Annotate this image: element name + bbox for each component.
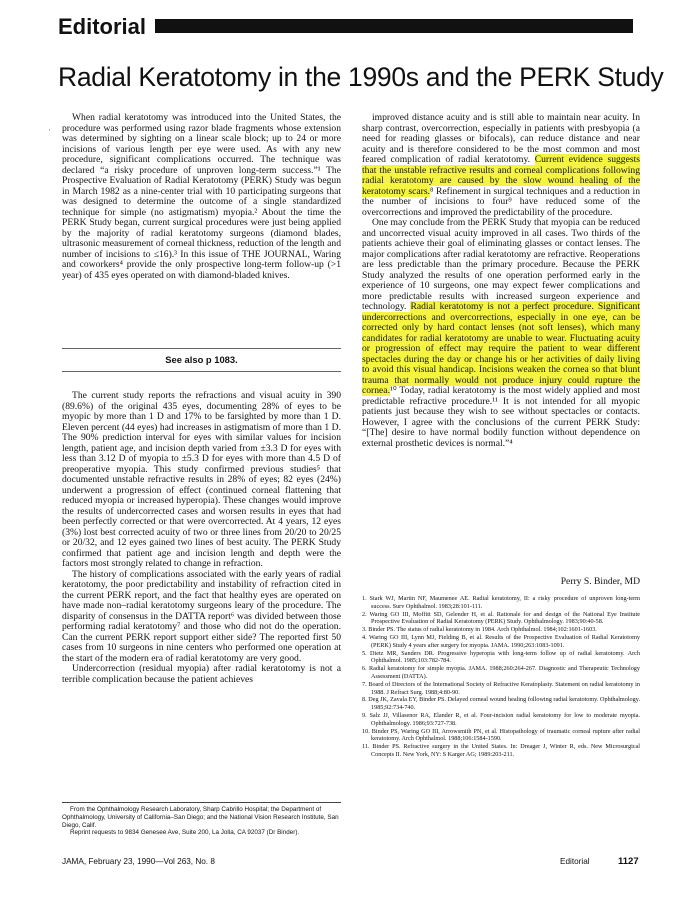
text-run: ⁸ Refinement in surgical techniques and a reduction in the number of incisions to four⁹ have reduced some of the overcorrections and improved the predictability of the procedure. xyxy=(362,185,640,218)
affiliation-line: Reprint requests to 9834 Genesee Ave, Suite 200, La Jolla, CA 92037 (Dr Binder). xyxy=(70,829,300,837)
text-run: Undercorrection (residual myopia) after radial keratotomy is not a terrible complication because the patient achieves xyxy=(62,663,341,685)
reference-item: 3. Binder PS. The status of radial keratotomy in 1984. Arch Ophthalmol. 1984;102:1601-1603. xyxy=(362,626,597,634)
reference-item: 9. Salz JJ, Villasenor RA, Elander R, et al. Four-incision radial keratotomy for low to moderate myopia. Ophthalmology. 1986;93:727-738. xyxy=(362,711,640,727)
paragraph xyxy=(362,218,640,449)
highlighted-text: Radial keratotomy is not a perfect procedure. Significant undercorrections and overcorrections, especially in one eye, can be corrected only by hard contact lenses (not soft lenses), which many candidates for radial keratotomy are unable to wear. Fluctuating acuity or progression of effect may require the patient to wear different spectacles during the day or change his or her activities of daily living to avoid this visual handicap. Incisions weaken the cornea so that blunt trauma that normally would not produce injury could rupture the cornea. xyxy=(362,301,640,396)
paragraph xyxy=(62,570,341,665)
reference-item: 10. Binder PS, Waring GO III, Arrowsmith PN, et al. Histopathology of traumatic corneal rupture after radial keratotomy. Arch Ophthalmol. 1988;106:1584-1590. xyxy=(362,727,640,743)
column-1-body xyxy=(62,391,341,685)
paragraph xyxy=(62,113,341,281)
page-number: 1127 xyxy=(618,856,639,867)
article-title: Radial Keratotomy in the 1990s and the PERK Study xyxy=(58,62,664,92)
reference-item: 11. Binder PS. Refractive surgery in the United States. In: Dreager J, Winter R, eds. New Microsurgical Concepts II. New York, NY: S Karger AG; 1989:203-211. xyxy=(362,743,640,758)
reference-item: 4. Waring GO III, Lynn MJ, Fielding B, et al. Results of the Prospective Evaluation of Radial Keratotomy (PERK) Study 4 years after surgery for myopia. JAMA. 1990;263:1083-1091. xyxy=(362,633,640,649)
reference-list xyxy=(362,595,640,759)
text-run: The history of complications associated with the early years of radial keratotomy, the poor predictability and instability of refraction cited in the current PERK report, and the fact that healthy eyes are operated on have made non–radial keratotomy surgeons leary of the procedure. The disparity of consensus in the DATTA report⁶ was divided between those performing radial keratotomy⁷ and those who did not do the operation. Can the current PERK report support either side? The reported first 50 cases from 10 surgeons in nine centers who performed one operation at the start of the modern era of radial keratotomy are very good. xyxy=(62,568,341,664)
column-2-body xyxy=(362,113,640,449)
text-run: ¹⁰ Today, radial keratotomy is the most widely applied and most predictable refractive procedure.¹¹ It is not intended for all myopic patients just because they wish to see without spectacles or contacts. However, I agree with the conclusions of the current PERK Study: “[The] desire to have normal bodily function without dependence on external prosthetic devices is normal.”⁴ xyxy=(362,385,640,449)
paragraph xyxy=(362,113,640,218)
header-rule-bar xyxy=(155,19,633,33)
reference-item: 2. Waring GO III, Moffitt SD, Gelender H, et al. Rationale for and design of the National Eye Institute Prospective Evaluation of Radial Keratotomy (PERK) Study. Ophthalmology. 1983;90:40-58. xyxy=(362,610,640,626)
reference-item: 5. Dietz MR, Sanders DR. Progressive hyperopia with long-term follow up of radial keratotomy. Arch Ophthalmol. 1985;103:782-784. xyxy=(362,649,640,665)
text-run: improved distance acuity and is still able to maintain near acuity. In sharp contrast, overcorrection, especially in patients with presbyopia (a need for reading glasses or bifocals), can reduce distance and near acuity and is therefore considered to be the most common and most feared complication of radial keratotomy. xyxy=(362,112,640,165)
reference-item: 8. Deg JK, Zavala EY, Binder PS. Delayed corneal wound healing following radial keratotomy. Ophthalmology. 1985;92:734-740. xyxy=(362,696,640,712)
text-run: The current study reports the refractions and visual acuity in 390 (89.6%) of the original 435 eyes, documenting 28% of eyes to be myopic by more than 1 D and 17% to be farsighted by more than 1 D. Eleven percent (44 eyes) had increases in astigmatism of more than 1 D. The 90% prediction interval for eyes with similar values for incision length, patient age, and incision depth varied from ±3.3 D for eyes with less than 3.12 D of myopia to ±5.3 D for eyes with more than 4.5 D of preoperative myopia. This study confirmed previous studies⁵ that documented unstable refractive results in 28% of eyes; 82 eyes (24%) underwent a progression of effect (continued corneal flattening that reduced myopia or increased hyperopia). These changes would improve the results of undercorrected cases and worsen results in eyes that had been perfectly corrected or that were overcorrected. At 4 years, 12 eyes (3%) lost best corrected acuity of two or three lines from 20/20 to 20/25 or 20/32, and 12 eyes gained two lines of best acuity. The PERK Study confirmed that patient age and incision length and depth were the factors most strongly related to change in refraction. xyxy=(62,390,341,569)
reference-item: 7. Board of Directors of the International Society of Refractive Keratoplasty. Statement on radial keratotomy in 1988. J Refract Surg. 1988;4:80-90. xyxy=(362,680,640,696)
see-also-box: See also p 1083. xyxy=(62,348,341,372)
footer-section: Editorial xyxy=(560,857,590,866)
author-affiliation xyxy=(62,802,341,837)
column-1-intro xyxy=(62,113,341,281)
highlighted-text: Current evidence suggests that the unstable refractive results and corneal complications following radial keratotomy are caused by the slow wound healing of the keratotomy scars. xyxy=(362,154,640,197)
reference-item: 1. Stark WJ, Martin NF, Maumenee AE. Radial keratotomy, II: a risky procedure of unproven long-term success. Surv Ophthalmol. 1983;28:101-111. xyxy=(362,595,640,610)
margin-mark: ' xyxy=(49,128,51,136)
section-label: Editorial xyxy=(58,14,147,39)
text-run: One may conclude from the PERK Study that myopia can be reduced and uncorrected visual acuity improved in all cases. Two thirds of the patients achieve their goal of eliminating glasses or contact lenses. The major complications after radial keratotomy are refractive. Reoperations are less predictable than the primary procedure. Because the PERK Study analyzed the results of one operation performed early in the experience of 10 surgeons, one may expect fewer complications and more predictable results with increased surgeon experience and technology. xyxy=(362,217,640,312)
affiliation-line: From the Ophthalmology Research Laboratory, Sharp Cabrillo Hospital; the Department of Ophthalmology, University of California–San Diego; and the National Vision Research Institute, San Diego, Calif. xyxy=(62,806,339,829)
text-run: When radial keratotomy was introduced into the United States, the procedure was performed using razor blade fragments whose extension was determined by sighting on a linear scale block; up to 24 or more incisions of various length per eye were used. As with any new procedure, significant complications occurred. The technique was declared “a risky procedure of unproven long-term success.”¹ The Prospective Evaluation of Radial Keratotomy (PERK) Study was begun in March 1982 as a nine-center trial with 10 participating surgeons that was designed to determine the outcome of a single standardized technique for simple (no astigmatism) myopia.² About the time the PERK Study began, current surgical procedures were just being applied by the majority of radial keratotomy surgeons (diamond blades, ultrasonic measurement of corneal thickness, reduction of the length and number of incisions to ≤16).³ In this issue of THE JOURNAL, Waring and coworkers⁴ provide the only prospective long-term follow-up (>1 year) of 435 eyes operated on with diamond-bladed knives. xyxy=(62,112,341,281)
author-signature: Perry S. Binder, MD xyxy=(560,576,640,587)
footer-citation: JAMA, February 23, 1990—Vol 263, No. 8 xyxy=(62,857,215,866)
paragraph xyxy=(62,391,341,570)
paragraph xyxy=(62,664,341,685)
reference-item: 6. Radial keratotomy for simple myopia. JAMA. 1988;260:264-267. Diagnostic and Therapeutic Technology Assessment (DATTA). xyxy=(362,665,640,680)
